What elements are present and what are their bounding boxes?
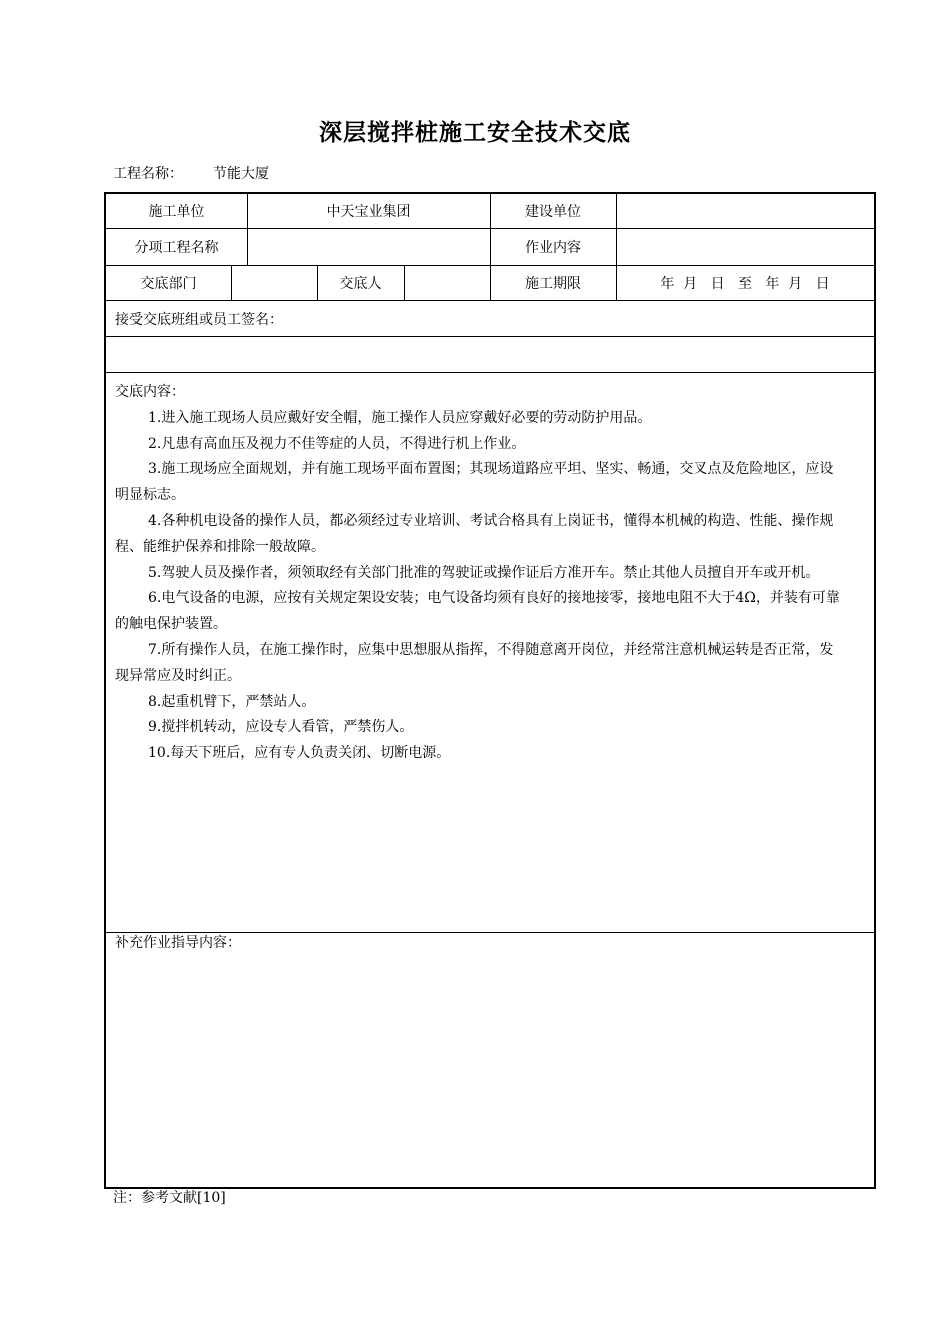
page-title: 深层搅拌桩施工安全技术交底 <box>319 120 631 146</box>
signature-label: 接受交底班组或员工签名： <box>115 311 283 328</box>
sub-project-name-label: 分项工程名称 <box>134 240 219 256</box>
disclosure-content <box>115 380 840 767</box>
project-name-value: 节能大厦 <box>213 166 269 182</box>
reference-note: 注：参考文献[10] <box>113 1190 226 1206</box>
supplement-label: 补充作业指导内容： <box>115 935 241 951</box>
content-item: 4.各种机电设备的操作人员，都必须经过专业培训、考试合格具有上岗证书，懂得本机械的构造、性能、操作规程、能维护保养和排除一般故障。 <box>115 512 834 555</box>
content-heading: 交底内容： <box>115 384 185 400</box>
disclosure-form-table <box>104 192 876 1189</box>
content-item: 5.驾驶人员及操作者，须领取经有关部门批准的驾驶证或操作证后方准开车。禁止其他人员擅自开车或开机。 <box>148 564 820 581</box>
row-divider <box>106 372 874 373</box>
construction-period-label: 施工期限 <box>525 276 581 292</box>
content-item: 8.起重机臂下，严禁站人。 <box>148 693 316 710</box>
disclosure-dept-value <box>231 266 317 300</box>
owner-unit-value <box>616 194 874 228</box>
discloser-label: 交底人 <box>339 276 382 292</box>
discloser-value <box>404 266 490 300</box>
project-name-label: 工程名称： <box>113 166 183 182</box>
content-item: 3.施工现场应全面规划，并有施工现场平面布置图；其现场道路应平坦、坚实、畅通，交叉点及危险地区，应设明显标志。 <box>115 461 834 504</box>
row-divider <box>106 336 874 337</box>
construction-unit-label: 施工单位 <box>148 204 205 220</box>
construction-unit-value: 中天宝业集团 <box>326 204 411 220</box>
owner-unit-label: 建设单位 <box>525 204 581 220</box>
construction-period-value: 年 月 日 至 年 月 日 <box>660 276 830 292</box>
content-item: 1.进入施工现场人员应戴好安全帽，施工操作人员应穿戴好必要的劳动防护用品。 <box>148 409 652 426</box>
disclosure-dept-label: 交底部门 <box>140 276 197 292</box>
project-name-line <box>113 163 269 183</box>
sub-project-name-value <box>247 229 490 265</box>
work-content-label: 作业内容 <box>525 240 581 256</box>
content-item: 9.搅拌机转动，应设专人看管，严禁伤人。 <box>148 719 414 736</box>
content-item: 2.凡患有高血压及视力不佳等症的人员，不得进行机上作业。 <box>148 435 526 452</box>
work-content-value <box>616 229 874 265</box>
content-item: 6.电气设备的电源，应按有关规定架设安装；电气设备均须有良好的接地接零，接地电阻不大于4Ω，并装有可靠的触电保护装置。 <box>115 590 840 633</box>
content-item: 7.所有操作人员，在施工操作时，应集中思想服从指挥，不得随意离开岗位，并经常注意机械运转是否正常，发现异常应及时纠正。 <box>115 641 834 684</box>
content-item: 10.每天下班后，应有专人负责关闭、切断电源。 <box>148 745 451 762</box>
